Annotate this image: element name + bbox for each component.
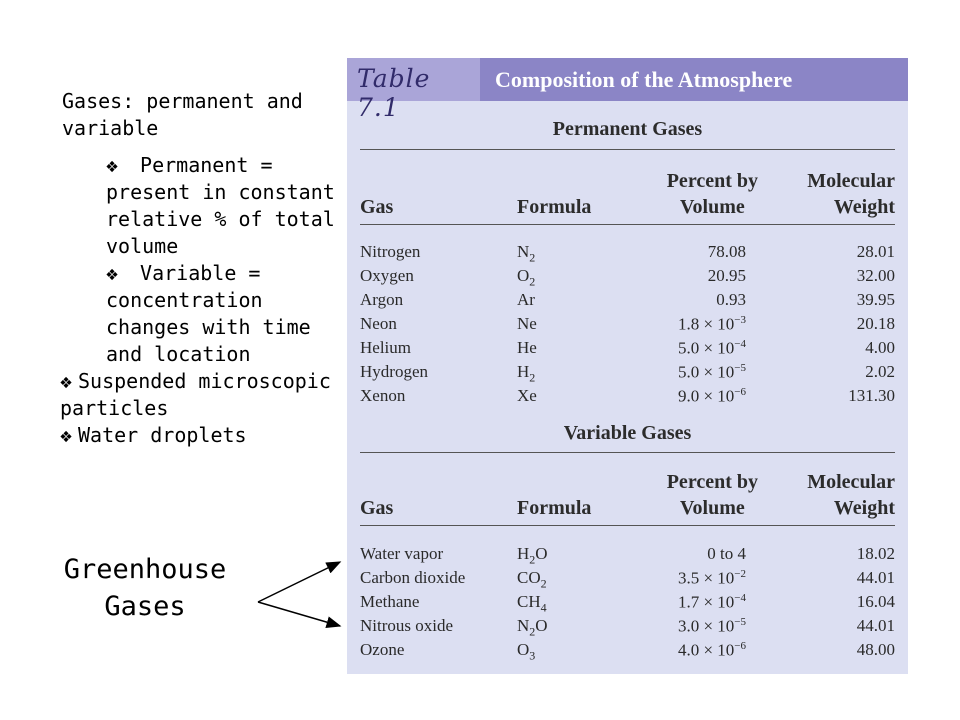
divider: [360, 525, 895, 526]
cell-gas: Carbon dioxide: [360, 568, 466, 587]
cell-gas: Neon: [360, 314, 397, 333]
cell-percent: 0 to 4: [707, 544, 746, 563]
cell-formula: $H_2O$: [517, 544, 548, 567]
formula-subscript: 2: [529, 370, 536, 385]
cell-molecular-weight: 18.02: [856, 544, 895, 563]
percent-exponent: −6: [734, 386, 746, 398]
diamond-bullet-icon: ❖: [106, 261, 119, 285]
header-percent: Percent by Volume: [666, 170, 758, 218]
cell-formula: Xe: [517, 386, 537, 405]
cell-formula: $CO_2$: [517, 568, 547, 591]
cell-percent: $3.0 \times 10^{-5}$: [677, 616, 746, 636]
percent-exponent: −4: [734, 592, 746, 604]
cell-gas: Nitrous oxide: [360, 616, 454, 635]
bullet-droplets: ❖ Water droplets: [60, 423, 247, 447]
percent-exponent: −3: [734, 314, 746, 326]
cell-formula: $N_2O$: [517, 616, 548, 639]
cell-formula: $H_2$: [517, 362, 536, 385]
header-formula: Formula: [517, 497, 592, 519]
sub-bullets: [106, 152, 342, 368]
cell-percent: $1.8 \times 10^{-3}$: [677, 314, 746, 334]
cell-percent: $5.0 \times 10^{-5}$: [677, 362, 746, 382]
cell-formula: He: [517, 338, 537, 357]
formula-subscript: 2: [540, 576, 547, 591]
diamond-bullet-icon: ❖: [60, 423, 73, 447]
diamond-bullet-icon: ❖: [106, 153, 119, 177]
table-row: [347, 640, 908, 664]
cell-percent: $1.7 \times 10^{-4}$: [677, 592, 746, 612]
cell-molecular-weight: 16.04: [856, 592, 895, 611]
divider: [360, 224, 895, 225]
header-formula: Formula: [517, 196, 592, 218]
header-molecular-weight: Molecular Weight: [807, 471, 895, 519]
permanent-section-title: Permanent Gases: [552, 118, 703, 140]
table-row: [347, 386, 908, 410]
cell-percent: $4.0 \times 10^{-6}$: [677, 640, 746, 660]
cell-gas: Xenon: [360, 386, 406, 405]
cell-molecular-weight: 48.00: [856, 640, 895, 659]
table-tag: Table 7.1: [347, 58, 480, 101]
percent-exponent: −5: [734, 362, 746, 374]
table-row: [347, 568, 908, 592]
cell-gas: Ozone: [360, 640, 405, 659]
cell-formula: $N_2$: [517, 242, 536, 265]
formula-subscript: 2: [529, 552, 536, 567]
table-title: Composition of the Atmosphere: [495, 67, 793, 92]
cell-percent: 20.95: [707, 266, 746, 285]
bullet-permanent: ❖ Permanent = present in constant relative % of total volume: [106, 153, 335, 258]
cell-gas: Nitrogen: [360, 242, 421, 261]
cell-formula: $O_3$: [517, 640, 536, 663]
cell-gas: Hydrogen: [360, 362, 428, 381]
composition-table: [347, 58, 908, 674]
cell-molecular-weight: 28.01: [856, 242, 895, 261]
table-row: [347, 544, 908, 568]
header-gas: Gas: [360, 497, 394, 519]
table-row: [347, 266, 908, 290]
formula-subscript: 3: [529, 648, 536, 663]
cell-percent: $3.5 \times 10^{-2}$: [677, 568, 746, 588]
greenhouse-line2: Gases: [104, 591, 186, 622]
percent-exponent: −2: [734, 568, 746, 580]
header-gas: Gas: [360, 196, 394, 218]
cell-gas: Argon: [360, 290, 404, 309]
table-row: [347, 592, 908, 616]
cell-percent: 78.08: [707, 242, 746, 261]
cell-gas: Methane: [360, 592, 420, 611]
percent-exponent: −6: [734, 640, 746, 652]
formula-subscript: 2: [529, 274, 536, 289]
bullet-variable: ❖ Variable = concentration changes with time and location: [106, 261, 311, 366]
cell-gas: Oxygen: [360, 266, 414, 285]
header-molecular-weight: Molecular Weight: [807, 170, 895, 218]
cell-molecular-weight: 2.02: [865, 362, 895, 381]
table-row: [347, 290, 908, 314]
diamond-bullet-icon: ❖: [60, 369, 73, 393]
table-row: [347, 314, 908, 338]
cell-formula: Ar: [517, 290, 535, 309]
intro-text: Gases: permanent and variable: [62, 89, 303, 140]
cell-gas: Helium: [360, 338, 411, 357]
cell-formula: $CH_4$: [517, 592, 547, 615]
formula-subscript: 4: [540, 600, 547, 615]
arrow-to-nitrous-oxide: [258, 602, 340, 626]
cell-molecular-weight: 44.01: [856, 616, 895, 635]
greenhouse-label: [55, 551, 235, 625]
cell-gas: Water vapor: [360, 544, 444, 563]
cell-molecular-weight: 4.00: [865, 338, 895, 357]
cell-formula: $O_2$: [517, 266, 536, 289]
divider: [360, 149, 895, 150]
cell-molecular-weight: 39.95: [856, 290, 895, 309]
table-row: [347, 242, 908, 266]
bullet-particles: ❖ Suspended microscopic particles: [60, 369, 331, 420]
header-percent: Percent by Volume: [666, 471, 758, 519]
formula-subscript: 2: [529, 250, 536, 265]
main-bullets: [60, 368, 342, 449]
table-header-bar: [347, 58, 908, 122]
cell-molecular-weight: 32.00: [856, 266, 895, 285]
cell-molecular-weight: 20.18: [856, 314, 895, 333]
greenhouse-line1: Greenhouse: [63, 554, 227, 585]
cell-percent: $5.0 \times 10^{-4}$: [677, 338, 746, 358]
cell-percent: $9.0 \times 10^{-6}$: [677, 386, 746, 406]
cell-molecular-weight: 44.01: [856, 568, 895, 587]
cell-percent: 0.93: [716, 290, 746, 309]
variable-section-title: Variable Gases: [563, 422, 692, 444]
notes-text: [62, 88, 342, 449]
formula-subscript: 2: [529, 624, 536, 639]
percent-exponent: −4: [734, 338, 746, 350]
table-row: [347, 616, 908, 640]
cell-molecular-weight: 131.30: [848, 386, 895, 405]
divider: [360, 452, 895, 453]
percent-exponent: −5: [734, 616, 746, 628]
table-row: [347, 362, 908, 386]
cell-formula: Ne: [517, 314, 537, 333]
arrow-to-carbon-dioxide: [258, 562, 340, 602]
table-row: [347, 338, 908, 362]
